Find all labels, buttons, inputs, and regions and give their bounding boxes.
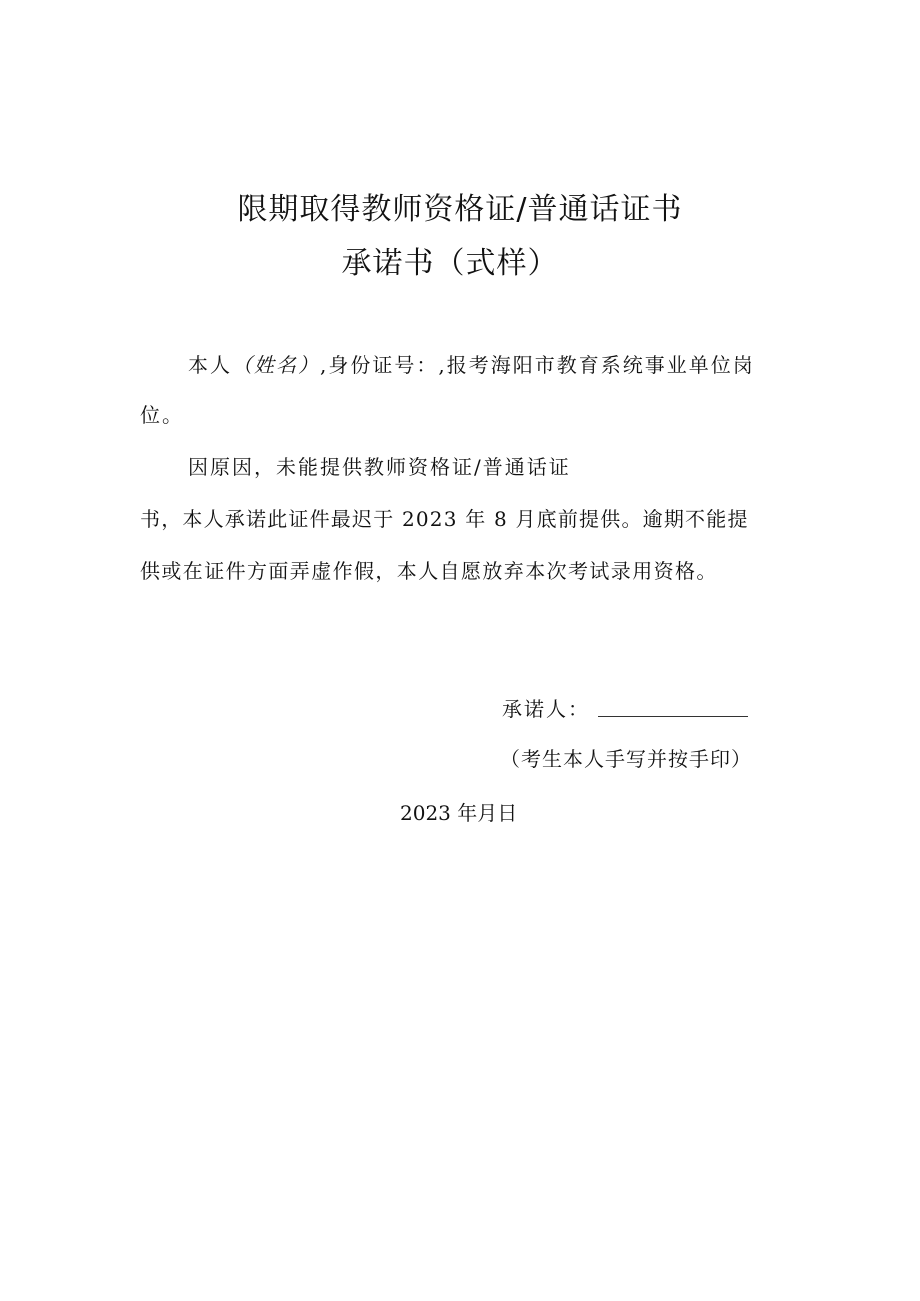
document-subtitle: 承诺书（式样） [341, 246, 559, 281]
paragraph-2-line-3: 供或在证件方面弄虚作假，本人自愿放弃本次考试录用资格。 [140, 559, 718, 583]
name-placeholder: （姓名） [232, 353, 320, 377]
paragraph-2-line-1: 因原因，未能提供教师资格证/普通话证 [188, 455, 571, 479]
signature-line [598, 716, 748, 717]
paragraph-1-line-1 [188, 350, 755, 380]
paragraph-1-line-2: 位。 [140, 403, 184, 427]
signature-label: 承诺人： [502, 697, 590, 721]
signature-date: 2023 年月日 [400, 801, 518, 825]
paragraph-1-prefix: 本人 [188, 353, 232, 377]
id-text: ,身份证号：,报考海阳市教育系统事业单位岗 [320, 353, 755, 377]
paragraph-2-line-2: 书，本人承诺此证件最迟于 2023 年 8 月底前提供。逾期不能提 [140, 507, 749, 531]
document-title: 限期取得教师资格证/普通话证书 [237, 192, 683, 227]
signature-note: （考生本人手写并按手印） [500, 747, 752, 771]
